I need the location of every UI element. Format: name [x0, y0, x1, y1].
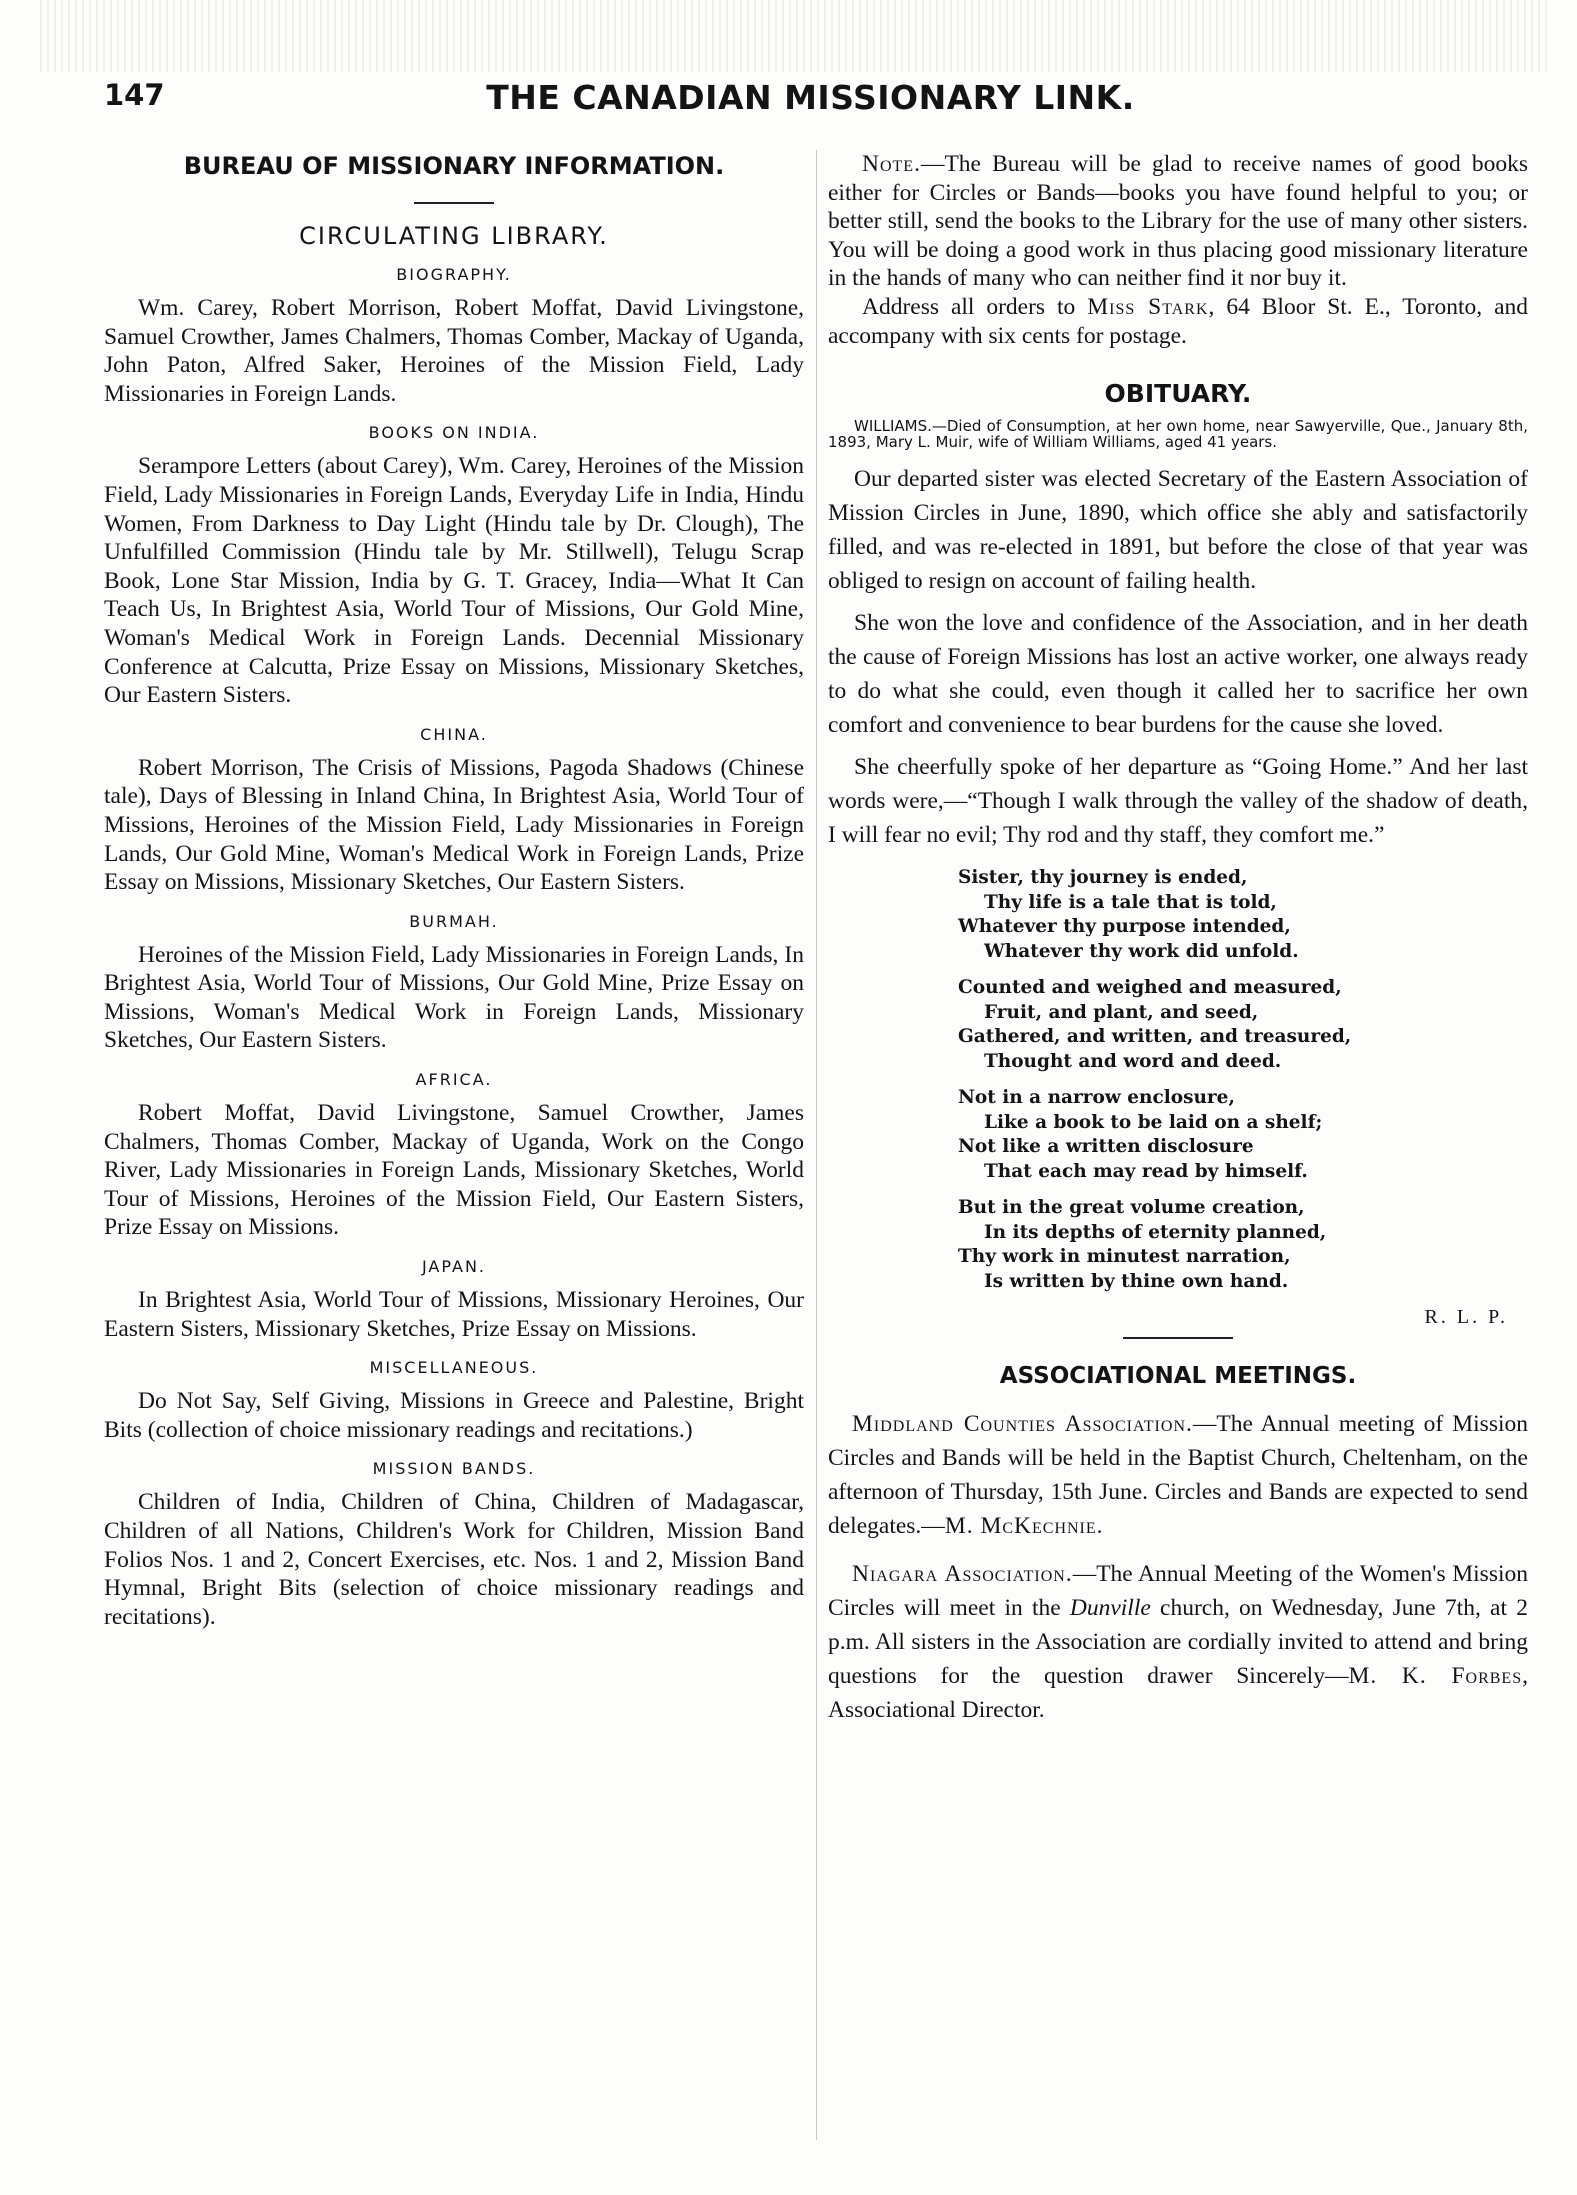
section-india: [104, 422, 804, 709]
section-heading: AFRICA.: [415, 1070, 493, 1090]
section-rule: [1123, 1337, 1233, 1339]
poem-line: Like a book to be laid on a shelf;: [984, 1111, 1323, 1133]
meeting-signer: M. K. Forbes: [1348, 1663, 1523, 1690]
address-line: Address all orders to Miss Stark, 64 Bloor St. E., Toronto, and accompany with six cents for postage.: [828, 293, 1528, 349]
section-heading: JAPAN.: [421, 1257, 486, 1277]
meeting-signer: M. McKechnie.: [944, 1513, 1104, 1540]
address-name: Miss Stark: [1087, 293, 1209, 320]
poem-line: But in the great volume creation,: [958, 1197, 1305, 1219]
association-name: Niagara Association.: [852, 1561, 1073, 1588]
poem-line: Gathered, and written, and treasured,: [958, 1026, 1352, 1048]
section-burmah: [104, 911, 804, 1055]
page-number: 147: [104, 78, 165, 112]
page-header: [104, 78, 1517, 128]
obituary-notice: WILLIAMS.—Died of Consumption, at her own home, near Sawyerville, Que., January 8th, 1893, Mary L. Muir, wife of William Williams, aged 41 years.: [828, 417, 1528, 452]
section-text: Heroines of the Mission Field, Lady Missionaries in Foreign Lands, In Brightest Asia, World Tour of Missions, Our Gold Mine, Prize Essay on Missions, Woman's Medical Work in Foreign Lands, Missionary Sketches, Our Eastern Sisters.: [104, 941, 804, 1054]
poem-line: Sister, thy journey is ended,: [958, 867, 1248, 889]
obituary-paragraph: She won the love and confidence of the Association, and in her death the cause of Foreign Missions has lost an active worker, one always ready to do what she could, even though it called her to sacrifice her own comfort and convenience to bear burdens for the cause she loved.: [828, 610, 1528, 739]
poem-stanza: [958, 976, 1528, 1074]
meeting-place: Dunville: [1069, 1595, 1151, 1622]
meeting-notice: Middland Counties Association.—The Annual meeting of Mission Circles and Bands will be held in the Baptist Church, Cheltenham, on the afternoon of Thursday, 15th June. Circles and Bands are expected to send delegates.—M. McKechnie.: [828, 1411, 1528, 1540]
section-mission-bands: [104, 1458, 804, 1631]
poem-line: Is written by thine own hand.: [984, 1270, 1289, 1292]
section-heading: BIOGRAPHY.: [396, 265, 512, 284]
library-title: CIRCULATING LIBRARY.: [299, 222, 609, 250]
section-china: [104, 724, 804, 897]
obituary-paragraph: She cheerfully spoke of her departure as “Going Home.” And her last words were,—“Though I walk through the valley of the shadow of death, I will fear no evil; Thy rod and thy staff, they comfort me.”: [828, 754, 1528, 849]
section-miscellaneous: [104, 1357, 804, 1444]
poem-line: Whatever thy purpose intended,: [958, 916, 1291, 938]
section-text: Serampore Letters (about Carey), Wm. Carey, Heroines of the Mission Field, Lady Missionaries in Foreign Lands, Everyday Life in India, Hindu Women, From Darkness to Day Light (Hindu tale by Dr. Clough), The Unfulfilled Commission (Hindu tale by Mr. Stillwell), Telugu Scrap Book, Lone Star Mission, India by G. T. Gracey, India—What It Can Teach Us, In Brightest Asia, World Tour of Missions, Our Gold Mine, Woman's Medical Work in Foreign Lands. Decennial Missionary Conference at Calcutta, Prize Essay on Missions, Missionary Sketches, Our Eastern Sisters.: [104, 453, 804, 709]
section-heading: MISCELLANEOUS.: [369, 1358, 539, 1378]
bureau-note: [828, 150, 1528, 293]
title-rule: [414, 202, 494, 204]
poem-line: That each may read by himself.: [984, 1160, 1308, 1182]
poem-line: In its depths of eternity planned,: [984, 1221, 1327, 1243]
section-heading: CHINA.: [420, 724, 488, 744]
section-africa: [104, 1069, 804, 1242]
page-title: THE CANADIAN MISSIONARY LINK.: [486, 78, 1135, 117]
right-column: [828, 150, 1528, 1741]
poem-stanza: [958, 1196, 1528, 1294]
section-biography: [104, 264, 804, 408]
poem-line: Not in a narrow enclosure,: [958, 1087, 1235, 1109]
bureau-title: BUREAU OF MISSIONARY INFORMATION.: [183, 152, 725, 180]
obituary-title: OBITUARY.: [1104, 379, 1252, 409]
scan-noise: [40, 0, 1550, 72]
section-text: In Brightest Asia, World Tour of Missions, Missionary Heroines, Our Eastern Sisters, Missionary Sketches, Prize Essay on Missions.: [104, 1287, 804, 1342]
section-text: Robert Moffat, David Livingstone, Samuel Crowther, James Chalmers, Thomas Comber, Mackay of Uganda, Work on the Congo River, Lady Missionaries in Foreign Lands, Missionary Sketches, World Tour of Missions, Heroines of the Mission Field, Our Eastern Sisters, Prize Essay on Missions.: [104, 1100, 804, 1241]
section-japan: [104, 1256, 804, 1343]
association-name: Middland Counties Association.: [852, 1411, 1193, 1438]
note-label: Note.: [862, 151, 921, 177]
left-column: [104, 150, 804, 1631]
poem-stanza: [958, 1086, 1528, 1184]
section-text: Robert Morrison, The Crisis of Missions, Pagoda Shadows (Chinese tale), Days of Blessing in Inland China, In Brightest Asia, World Tour of Missions, Heroines of the Mission Field, Lady Missionaries in Foreign Lands, Our Gold Mine, Woman's Medical Work in Foreign Lands, Prize Essay on Missions, Missionary Sketches, Our Eastern Sisters.: [104, 754, 804, 896]
poem-line: Thy work in minutest narration,: [958, 1246, 1291, 1268]
section-heading: MISSION BANDS.: [372, 1459, 536, 1479]
section-heading: BURMAH.: [409, 911, 499, 931]
poem-line: Thought and word and deed.: [984, 1050, 1282, 1072]
column-divider: [816, 150, 817, 2140]
section-text: Do Not Say, Self Giving, Missions in Greece and Palestine, Bright Bits (collection of choice missionary readings and recitations.): [104, 1388, 804, 1443]
poem-line: Counted and weighed and measured,: [958, 977, 1342, 999]
poem-line: Thy life is a tale that is told,: [984, 891, 1277, 913]
meetings-title: ASSOCIATIONAL MEETINGS.: [999, 1363, 1357, 1390]
poem-line: Not like a written disclosure: [958, 1136, 1254, 1158]
meeting-notice: Niagara Association.—The Annual Meeting of the Women's Mission Circles will meet in the Dunville church, on Wednesday, June 7th, at 2 p.m. All sisters in the Association are cordially invited to attend and bring questions for the question drawer Sincerely—M. K. Forbes, Associational Director.: [828, 1561, 1528, 1724]
note-text: —The Bureau will be glad to receive names of good books either for Circles or Bands—books you have found helpful to you; or better still, send the books to the Library for the use of many other sisters. You will be doing a good work in thus placing good missionary literature in the hands of many who can neither find it nor buy it.: [828, 151, 1528, 292]
poem-signature: R. L. P.: [1424, 1306, 1508, 1329]
section-text: Wm. Carey, Robert Morrison, Robert Moffat, David Livingstone, Samuel Crowther, James Chalmers, Thomas Comber, Mackay of Uganda, John Paton, Alfred Saker, Heroines of the Mission Field, Lady Missionaries in Foreign Lands.: [104, 295, 804, 407]
poem-stanza: [958, 866, 1528, 964]
poem-line: Fruit, and plant, and seed,: [984, 1001, 1259, 1023]
obituary-paragraph: Our departed sister was elected Secretary of the Eastern Association of Mission Circles in June, 1890, which office she ably and satisfactorily filled, and was re-elected in 1891, but before the close of that year was obliged to resign on account of failing health.: [828, 466, 1528, 595]
section-heading: BOOKS ON INDIA.: [368, 423, 540, 443]
poem-line: Whatever thy work did unfold.: [984, 940, 1299, 962]
memorial-poem: [958, 866, 1528, 1294]
section-text: Children of India, Children of China, Children of Madagascar, Children of all Nations, Children's Work for Children, Mission Band Folios Nos. 1 and 2, Concert Exercises, etc. Nos. 1 and 2, Mission Band Hymnal, Bright Bits (selection of choice missionary readings and recitations).: [104, 1489, 804, 1630]
